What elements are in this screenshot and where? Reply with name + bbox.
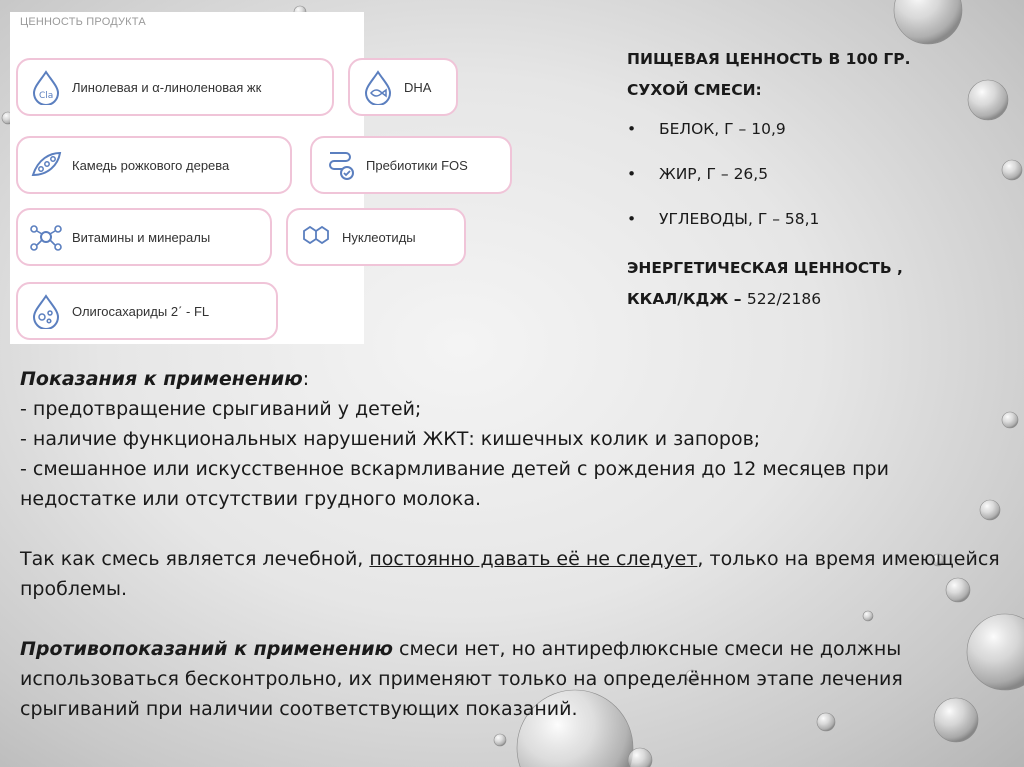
pill-nucleotides: [286, 208, 466, 266]
contra-text: смеси нет, но антирефлюксные смеси не должны использоваться бесконтрольно, их применяют только на определённом этапе лечения срыгиваний при наличии соответствующих показаний.: [20, 638, 903, 720]
indications-title: Показания к применению: [20, 368, 303, 390]
contra-paragraph: [20, 634, 1010, 724]
contra-title: Противопоказаний к применению: [20, 638, 393, 660]
card-title: ЦЕННОСТЬ ПРОДУКТА: [20, 16, 146, 28]
pill-prebiotics: [310, 136, 512, 194]
energy-value: 522/2186: [746, 290, 822, 308]
pill-label: Камедь рожкового дерева: [72, 157, 230, 173]
pill-label: Нуклеотиды: [342, 229, 416, 245]
nutrient-value: 10,9: [751, 120, 786, 138]
pill-label: Линолевая и α-линоленовая жк: [72, 79, 262, 95]
fish-drop-icon: [360, 69, 396, 105]
note-after: , только на время имеющейся проблемы.: [20, 548, 1000, 600]
nutrition-heading-2: СУХОЙ СМЕСИ:: [627, 81, 762, 99]
pill-label: Пребиотики FOS: [366, 157, 468, 173]
nutrition-list: [627, 118, 1007, 231]
bullet: •: [627, 210, 637, 228]
nutrition-block: [627, 44, 1007, 315]
intestine-check-icon: [322, 147, 358, 183]
energy-line: [627, 284, 1007, 315]
carob-pod-icon: [28, 147, 64, 183]
nutrient-label: БЕЛОК, Г –: [659, 120, 747, 138]
indication-line: - предотвращение срыгиваний у детей;: [20, 398, 422, 420]
indication-line: - смешанное или искусственное вскармливание детей с рождения до 12 месяцев при недостатке или отсутствии грудного молока.: [20, 458, 889, 510]
pill-dha: [348, 58, 458, 116]
pill-vitamins: [16, 208, 272, 266]
nutrient-value: 26,5: [733, 165, 769, 183]
energy-label: ККАЛ/КДЖ –: [627, 290, 742, 308]
hexagon-structure-icon: [298, 219, 334, 255]
molecule-icon: [28, 219, 64, 255]
nutrient-value: 58,1: [784, 210, 820, 228]
energy-heading: ЭНЕРГЕТИЧЕСКАЯ ЦЕННОСТЬ ,: [627, 259, 903, 277]
pill-label: Олигосахариды 2΄ - FL: [72, 303, 210, 319]
cla-drop-icon: [28, 69, 64, 105]
pill-linoleic: [16, 58, 334, 116]
pill-label: Витамины и минералы: [72, 229, 211, 245]
svg-text:Cla: Cla: [39, 91, 54, 101]
indications-heading: [20, 364, 1010, 394]
note-paragraph: [20, 544, 1010, 604]
nutrition-heading-1: ПИЩЕВАЯ ЦЕННОСТЬ В 100 ГР.: [627, 50, 911, 68]
bullet: •: [627, 120, 637, 138]
list-item: [627, 118, 1007, 141]
note-underlined: постоянно давать её не следует: [369, 548, 698, 570]
note-before: Так как смесь является лечебной,: [20, 548, 370, 570]
bullet: •: [627, 165, 637, 183]
bubble-drop-icon: [28, 293, 64, 329]
indication-line: - наличие функциональных нарушений ЖКТ: кишечных колик и запоров;: [20, 428, 761, 450]
product-value-card: [10, 12, 468, 344]
pill-oligosaccharides: [16, 282, 278, 340]
indications-colon: :: [302, 368, 310, 390]
nutrient-label: УГЛЕВОДЫ, Г –: [659, 210, 780, 228]
pill-carob: [16, 136, 292, 194]
nutrient-label: ЖИР, Г –: [659, 165, 729, 183]
pill-label: DHA: [404, 79, 432, 95]
main-text: [20, 364, 1010, 724]
list-item: [627, 163, 1007, 186]
list-item: [627, 208, 1007, 231]
